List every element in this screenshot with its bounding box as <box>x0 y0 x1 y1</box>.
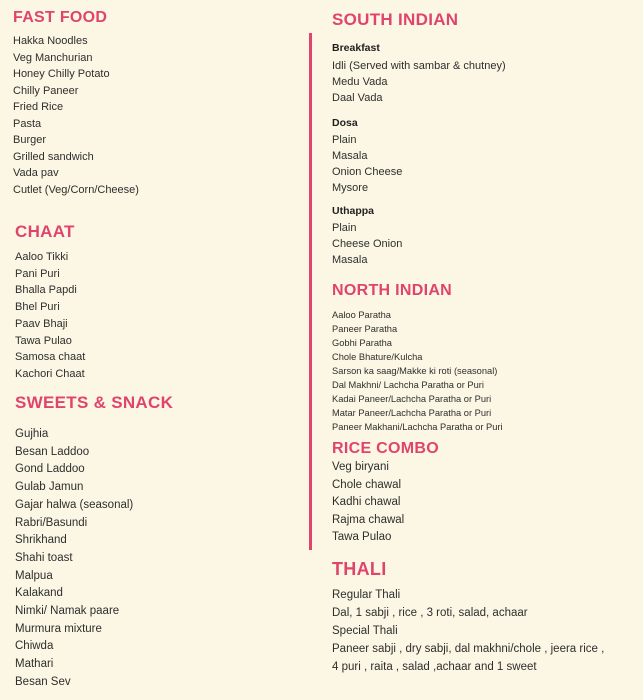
list-item: Rabri/Basundi <box>15 516 88 529</box>
list-item: Pasta <box>13 117 42 130</box>
chaat-heading: CHAAT <box>15 222 75 241</box>
list-item: Bhel Puri <box>15 301 60 314</box>
list-item: Hakka Noodles <box>13 35 88 47</box>
list-item: Special Thali <box>332 625 398 637</box>
list-item: Medu Vada <box>332 76 388 88</box>
list-item: Tawa Pulao <box>332 531 392 543</box>
list-item: 4 puri , raita , salad ,achaar and 1 sweet <box>332 661 537 673</box>
breakfast-label: Breakfast <box>332 42 380 54</box>
list-item: Veg Manchurian <box>13 51 93 64</box>
list-item: Aaloo Paratha <box>332 310 391 320</box>
list-item: Cheese Onion <box>332 238 403 250</box>
list-item: Dal Makhni/ Lachcha Paratha or Puri <box>332 380 484 390</box>
list-item: Gajar halwa (seasonal) <box>15 498 134 511</box>
list-item: Paav Bhaji <box>15 317 68 330</box>
list-item: Idli (Served with sambar & chutney) <box>332 60 506 72</box>
list-item: Besan Laddoo <box>15 445 90 458</box>
list-item: Shahi toast <box>15 551 73 564</box>
list-item: Chole chawal <box>332 478 402 491</box>
list-item: Shrikhand <box>15 534 67 547</box>
list-item: Gulab Jamun <box>15 481 84 494</box>
list-item: Masala <box>332 150 368 162</box>
rice-combo-heading: RICE COMBO <box>332 440 439 457</box>
list-item: Grilled sandwich <box>13 150 94 163</box>
list-item: Veg biryani <box>332 461 389 473</box>
column-divider <box>309 33 312 550</box>
list-item: Masala <box>332 254 368 266</box>
list-item: Onion Cheese <box>332 166 403 178</box>
list-item: Honey Chilly Potato <box>13 68 110 80</box>
list-item: Kachori Chaat <box>15 367 85 380</box>
uthappa-label: Uthappa <box>332 205 374 217</box>
list-item: Gujhia <box>15 428 49 440</box>
list-item: Mysore <box>332 182 369 194</box>
list-item: Malpua <box>15 569 53 582</box>
list-item: Kadhi chawal <box>332 496 401 508</box>
list-item: Matar Paneer/Lachcha Paratha or Puri <box>332 408 492 418</box>
list-item: Regular Thali <box>332 589 401 601</box>
list-item: Kalakand <box>15 587 63 600</box>
list-item: Plain <box>332 222 357 234</box>
list-item: Aaloo Tikki <box>15 251 69 263</box>
list-item: Mathari <box>15 658 54 671</box>
list-item: Daal Vada <box>332 92 383 104</box>
list-item: Rajma chawal <box>332 513 405 526</box>
list-item: Pani Puri <box>15 267 60 280</box>
south-indian-heading: SOUTH INDIAN <box>332 10 459 29</box>
list-item: Besan Sev <box>15 675 71 688</box>
fast-food-heading: FAST FOOD <box>13 9 108 26</box>
list-item: Bhalla Papdi <box>15 284 77 297</box>
list-item: Chiwda <box>15 640 54 653</box>
list-item: Paneer Paratha <box>332 324 398 334</box>
list-item: Chilly Paneer <box>13 84 79 97</box>
sweets-heading: SWEETS & SNACK <box>15 393 174 412</box>
thali-heading: THALI <box>332 559 387 579</box>
dosa-label: Dosa <box>332 117 358 129</box>
list-item: Gobhi Paratha <box>332 338 392 348</box>
list-item: Tawa Pulao <box>15 334 72 347</box>
list-item: Samosa chaat <box>15 351 86 364</box>
list-item: Chole Bhature/Kulcha <box>332 352 423 362</box>
list-item: Fried Rice <box>13 101 64 113</box>
list-item: Gond Laddoo <box>15 463 85 476</box>
list-item: Vada pav <box>13 167 59 179</box>
list-item: Sarson ka saag/Makke ki roti (seasonal) <box>332 366 498 376</box>
north-indian-heading: NORTH INDIAN <box>332 282 453 299</box>
list-item: Murmura mixture <box>15 622 102 635</box>
list-item: Kadai Paneer/Lachcha Paratha or Puri <box>332 394 492 404</box>
list-item: Dal, 1 sabji , rice , 3 roti, salad, achaar <box>332 607 528 619</box>
list-item: Paneer Makhani/Lachcha Paratha or Puri <box>332 422 503 432</box>
list-item: Cutlet (Veg/Corn/Cheese) <box>13 183 139 196</box>
list-item: Plain <box>332 134 357 146</box>
list-item: Nimki/ Namak paare <box>15 605 120 617</box>
list-item: Paneer sabji , dry sabji, dal makhni/chole , jeera rice , <box>332 643 605 655</box>
list-item: Burger <box>13 134 47 146</box>
